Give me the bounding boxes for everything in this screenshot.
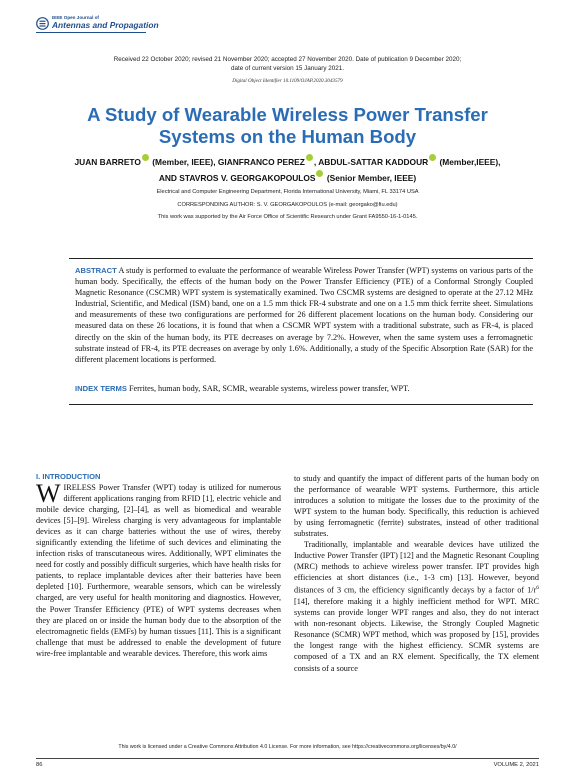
column-left: [36, 479, 281, 659]
corresponding-author: CORRESPONDING AUTHOR: S. V. GEORGAKOPOULOS (e-mail: georgako@fiu.edu): [177, 201, 398, 208]
index-terms-label: INDEX TERMS: [75, 384, 127, 393]
intro-paragraph-1: IRELESS Power Transfer (WPT) today is utilized for numerous different applications ranging from RFID [1], electric vehicle and mobile device charging, [2]–[4], as well as biomedical and wearable devices [5]–[9]. Wireless charging is very advantageous for implantable devices as it can charge batteries without the use of wires, thereby significantly extending the lifetime of such devices and eliminating the infection risks of transcutaneous wires. Additionally, WPT eliminates the need for costly and possibly difficult surgeries, which have health risks for patients, to replace implantable devices after their batteries have been depleted [10]. Furthermore, wearable sensors, which can be wirelessly charged, are very useful for health monitoring and diagnostics. However, the Power Transfer Efficiency (PTE) of WPT systems decreases when they are placed on or inside the human body due to the absorption of the electromagnetic fields (EMFs) by human tissues [11]. This is a significant challenge that must be addressed to enable the development of future wire-free implantable and wearable devices. Therefore, this work aims: [36, 483, 281, 658]
volume-info: VOLUME 2, 2021: [493, 762, 539, 768]
page-number: 86: [36, 762, 43, 768]
ieee-logo-icon: [36, 17, 49, 30]
author-4-membership: (Senior Member, IEEE): [326, 173, 417, 183]
author-1: JUAN BARRETO: [74, 157, 141, 167]
journal-name-small: IEEE Open Journal of: [52, 15, 99, 20]
current-version-line: date of current version 15 January 2021.: [230, 64, 345, 72]
journal-logo: [36, 14, 159, 38]
orcid-icon[interactable]: [429, 154, 436, 161]
affiliation: Electrical and Computer Engineering Department, Florida International University, Miami, FL 33174 USA: [156, 189, 419, 195]
license-note: This work is licensed under a Creative Commons Attribution 4.0 License. For more information, see https://creativecommons.org/licenses/by/4.0/: [118, 744, 457, 750]
publication-dates: [0, 56, 575, 73]
drop-cap: W: [36, 479, 61, 508]
title-line-1: A Study of Wearable Wireless Power Transfer: [87, 104, 488, 125]
author-1-membership: (Member, IEEE), GIANFRANCO PEREZ: [152, 157, 305, 167]
funding-note: This work was supported by the Air Force Office of Scientific Research under Grant FA9550-16-1-0145.: [157, 214, 418, 220]
journal-name: Antennas and Propagation: [52, 20, 159, 30]
orcid-icon[interactable]: [306, 154, 313, 161]
orcid-icon[interactable]: [142, 154, 149, 161]
section-heading: I. INTRODUCTION: [36, 472, 101, 481]
received-line: Received 22 October 2020; revised 21 November 2020; accepted 27 November 2020. Date of publication 9 December 2020;: [113, 56, 462, 63]
footer-rule: [36, 758, 539, 759]
author-4: AND STAVROS V. GEORGAKOPOULOS: [158, 173, 316, 183]
header-rule: [36, 32, 146, 33]
intro-paragraph-2: to study and quantify the impact of different parts of the human body on the performance of wearable WPT systems. Furthermore, this article introduces a solution to mitigate the losses due to the proximity of the WPT system to the human body. Specifically, this reduction is achieved by using ferromagnetic (ferrite) substrates, instead of other traditional substrates.: [294, 474, 539, 539]
index-terms: [75, 383, 533, 394]
abstract-bottom-rule: [69, 404, 533, 405]
column-right: [294, 473, 539, 674]
intro-paragraph-3: Traditionally, implantable and wearable devices have utilized the Inductive Power Transfer (IPT) [12] and the Magnetic Resonant Coupling (MRC) methods to achieve wireless power transfer. IPT provides high efficiencies at short distances (i.e., 1-3 cm) [13]. However, beyond distances of 3 cm, the efficiency significantly decays by a factor of $1/r^6$ [14], therefore making it a highly inefficient method for WPT. MRC systems can provide longer WPT ranges and also, they do not interact with non-resonant objects. Likewise, the Strongly Coupled Magnetic Resonance (SCMR) WPT method, which was proposed by [15], provides the longest range with the highest efficiency. SCMR systems are composed of a TX and an RX element. Specifically, the TX element consists of a source: [294, 540, 539, 673]
title-line-2: Systems on the Human Body: [158, 126, 417, 147]
doi: Digital Object Identifier 10.1109/OJAP.2020.3043579: [232, 78, 343, 84]
affiliations: [0, 186, 575, 224]
author-3: , ABDUL-SATTAR KADDOUR: [313, 157, 429, 167]
abstract: [75, 265, 533, 365]
author-3-membership: (Member,IEEE),: [439, 157, 501, 167]
abstract-label: ABSTRACT: [75, 266, 117, 275]
author-list: [0, 154, 575, 186]
index-terms-text: Ferrites, human body, SAR, SCMR, wearable systems, wireless power transfer, WPT.: [128, 384, 410, 393]
abstract-text: A study is performed to evaluate the performance of wearable Wireless Power Transfer (WPT) systems on various parts of the human body. Specifically, the effects of the human body on the Power Transfer Efficiency (PTE) of a Conformal Strongly Coupled Magnetic Resonance (CSCMR) WPT system is systematically examined. Two CSCMR systems are designed to operate at the 27.12 MHz Industrial, Scientific, and Medical (ISM) band, one on a 1.5 mm thick FR-4 substrate and one on a 1.5 mm thick ferrite sheet. Simulations and measurements of these two configurations are performed for 26 different placement locations on the human body. Considering our measured data on these 26 locations, it is found that when a CSCMR WPT system with a traditional substrate, such as FR-4, is placed directly on the skin of the human body, its PTE decreases on average by 7.2%. However, when the same system uses a ferromagnetic substrate instead of FR-4, its PTE decreases on average by only 1.6%. Additionally, a study of the Specific Absorption Rate (SAR) for the different placement locations is performed.: [75, 266, 533, 364]
orcid-icon[interactable]: [316, 170, 323, 177]
abstract-top-rule: [69, 258, 533, 259]
paper-title: [0, 104, 575, 148]
